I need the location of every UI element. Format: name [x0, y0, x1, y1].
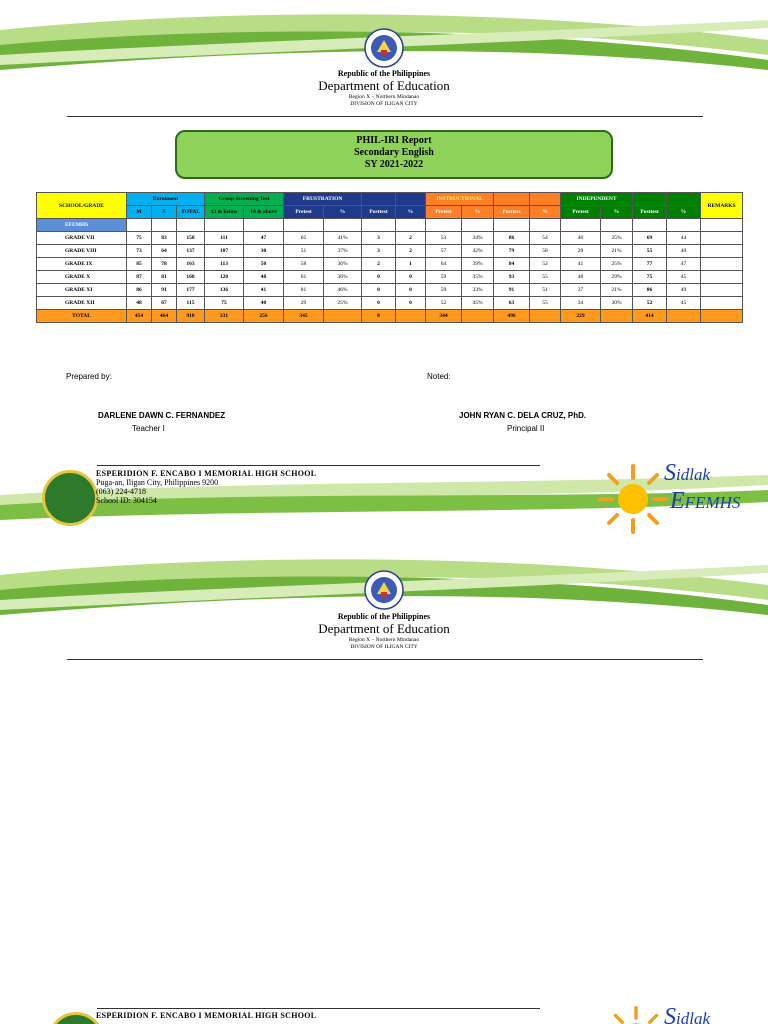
sidlak-s: S — [664, 460, 676, 486]
total-cell: 464 — [152, 310, 177, 323]
total-cell — [396, 310, 426, 323]
republic-text: Republic of the Philippines — [337, 69, 431, 78]
remarks-cell — [701, 271, 743, 284]
table-cell: 59 — [426, 271, 462, 284]
table-header-row-2 — [37, 206, 743, 219]
table-cell: 91 — [152, 284, 177, 297]
below-header: 13 & below — [205, 206, 244, 219]
f-header: F — [152, 206, 177, 219]
table-cell: 0 — [396, 284, 426, 297]
table-cell: 75 — [127, 232, 152, 245]
region-text: Region X – Northern Mindanao — [348, 94, 420, 100]
table-cell: 36% — [324, 258, 362, 271]
school-label: EFEMHS — [37, 219, 127, 232]
table-cell: 86 — [494, 232, 530, 245]
table-cell: 29% — [601, 271, 633, 284]
table-cell: 42% — [462, 245, 494, 258]
table-cell: 54 — [530, 232, 561, 245]
total-cell: 8 — [362, 310, 396, 323]
table-cell: 25% — [324, 297, 362, 310]
table-cell: 0 — [396, 271, 426, 284]
table-cell: 55 — [633, 245, 667, 258]
grade-label: GRADE XII — [37, 297, 127, 310]
total-cell: 229 — [561, 310, 601, 323]
table-cell: 25% — [601, 232, 633, 245]
table-row — [37, 284, 743, 297]
frus-post-pct-header: % — [396, 206, 426, 219]
table-cell: 61 — [284, 271, 324, 284]
table-cell: 57 — [426, 245, 462, 258]
table-cell: 47 — [244, 232, 284, 245]
table-row — [37, 271, 743, 284]
table-cell: 44 — [667, 232, 701, 245]
table-cell: 81 — [284, 284, 324, 297]
sun-icon — [598, 464, 668, 534]
instructional-spacer — [494, 193, 530, 206]
division-text: DIVISION OF ILIGAN CITY — [350, 101, 418, 107]
noted-label: Noted: — [427, 372, 451, 381]
report-title-box — [175, 130, 613, 179]
table-cell: 168 — [177, 271, 205, 284]
table-cell: 163 — [177, 258, 205, 271]
table-cell: 46% — [324, 284, 362, 297]
prepared-by-label: Prepared by: — [66, 372, 112, 381]
table-cell: 40 — [667, 245, 701, 258]
sun-icon-2 — [606, 1006, 666, 1024]
table-cell: 39% — [462, 258, 494, 271]
report-sy: SY 2021-2022 — [364, 159, 424, 170]
table-cell: 36% — [324, 271, 362, 284]
enrolment-header: Enrolment — [127, 193, 205, 206]
table-cell: 51 — [284, 245, 324, 258]
ind-posttest-header: Posttest — [633, 206, 667, 219]
table-cell: 78 — [152, 258, 177, 271]
table-cell: 1 — [396, 258, 426, 271]
table-cell: 30% — [601, 297, 633, 310]
table-cell: 79 — [494, 245, 530, 258]
table-cell: 86 — [633, 284, 667, 297]
sidlak-rest: idlak — [676, 465, 710, 484]
table-cell: 137 — [177, 245, 205, 258]
independent-spacer — [633, 193, 667, 206]
table-cell: 91 — [494, 284, 530, 297]
independent-spacer — [667, 193, 701, 206]
total-row — [37, 310, 743, 323]
deped-seal-icon — [364, 28, 404, 68]
school-id: School ID: 304154 — [96, 496, 157, 505]
above-header: 14 & above — [244, 206, 284, 219]
table-cell: 2 — [396, 245, 426, 258]
department-text-2: Department of Education — [318, 621, 450, 636]
table-cell: 83 — [152, 232, 177, 245]
table-cell: 47 — [667, 258, 701, 271]
inst-pretest-header: Pretest — [426, 206, 462, 219]
efemhs-brand — [670, 488, 740, 515]
total-cell — [530, 310, 561, 323]
school-address: Puga-an, Iligan City, Philippines 9200 — [96, 478, 219, 487]
table-cell: 64 — [152, 245, 177, 258]
table-cell: 0 — [362, 284, 396, 297]
table-cell: 93 — [494, 271, 530, 284]
grade-label: GRADE VII — [37, 232, 127, 245]
remarks-cell — [701, 258, 743, 271]
table-cell: 111 — [205, 232, 244, 245]
grade-label: GRADE X — [37, 271, 127, 284]
instructional-spacer — [530, 193, 561, 206]
school-row — [37, 219, 743, 232]
remarks-cell — [701, 297, 743, 310]
table-cell: 25% — [601, 258, 633, 271]
table-cell: 40 — [244, 297, 284, 310]
remarks-cell — [701, 232, 743, 245]
header-block — [0, 69, 768, 108]
phil-iri-table — [36, 192, 743, 323]
frus-posttest-header: Posttest — [362, 206, 396, 219]
instructional-header: INSTRUCTIONAL — [426, 193, 494, 206]
table-cell: 73 — [127, 245, 152, 258]
efemhs-rest: FEMHS — [684, 493, 741, 512]
school-phone: (063) 224-4718 — [96, 487, 146, 496]
table-cell: 29 — [561, 245, 601, 258]
preparer-title: Teacher I — [132, 424, 165, 433]
table-cell: 34 — [561, 297, 601, 310]
table-cell: 34% — [462, 232, 494, 245]
table-cell: 3 — [362, 232, 396, 245]
table-cell: 51 — [530, 284, 561, 297]
republic-text-2: Republic of the Philippines — [337, 612, 431, 621]
table-cell: 41 — [561, 258, 601, 271]
table-cell: 81 — [152, 271, 177, 284]
ind-post-pct-header: % — [667, 206, 701, 219]
table-cell: 37% — [324, 245, 362, 258]
table-cell: 2 — [396, 232, 426, 245]
table-cell: 21% — [601, 245, 633, 258]
total-cell — [667, 310, 701, 323]
table-cell: 77 — [633, 258, 667, 271]
table-cell: 85 — [127, 258, 152, 271]
ind-pretest-header: Pretest — [561, 206, 601, 219]
school-info-2 — [96, 1011, 316, 1020]
report-subject: Secondary English — [354, 147, 434, 158]
table-cell: 107 — [205, 245, 244, 258]
noter-name: JOHN RYAN C. DELA CRUZ, PhD. — [459, 411, 587, 420]
table-cell: 33% — [462, 284, 494, 297]
remarks-cell — [701, 245, 743, 258]
table-cell: 50 — [244, 258, 284, 271]
table-cell: 52 — [633, 297, 667, 310]
total-cell: 414 — [633, 310, 667, 323]
frustration-spacer — [362, 193, 396, 206]
header-block-2 — [0, 612, 768, 651]
independent-header: INDEPENDENT — [561, 193, 633, 206]
table-header-row-1 — [37, 193, 743, 206]
table-cell: 35% — [462, 271, 494, 284]
screening-header: Group Screening Test — [205, 193, 284, 206]
frustration-header: FRUSTRATION — [284, 193, 362, 206]
total-cell — [601, 310, 633, 323]
table-cell: 87 — [127, 271, 152, 284]
table-cell: 75 — [633, 271, 667, 284]
header-rule-2 — [67, 659, 703, 660]
table-row — [37, 297, 743, 310]
table-cell: 58 — [284, 258, 324, 271]
total-cell: 331 — [205, 310, 244, 323]
footer-rule — [97, 465, 540, 466]
table-cell: 58 — [530, 245, 561, 258]
total-label: TOTAL — [37, 310, 127, 323]
frus-pretest-header: Pretest — [284, 206, 324, 219]
school-logo-icon — [42, 470, 98, 526]
table-cell: 45 — [667, 297, 701, 310]
preparer-name: DARLENE DAWN C. FERNANDEZ — [98, 411, 226, 420]
table-cell: 69 — [633, 232, 667, 245]
total-cell: 344 — [426, 310, 462, 323]
table-cell: 40 — [561, 232, 601, 245]
footer-rule-2 — [97, 1008, 540, 1009]
noter-title: Principal II — [507, 424, 545, 433]
school-info — [96, 469, 316, 505]
report-title: PHIL-IRI Report — [356, 135, 432, 146]
remarks-header: REMARKS — [701, 193, 743, 219]
sidlak-brand — [664, 460, 710, 487]
table-cell: 55 — [530, 271, 561, 284]
inst-pct-header: % — [462, 206, 494, 219]
table-cell: 75 — [205, 297, 244, 310]
table-cell: 41 — [244, 284, 284, 297]
table-cell: 45 — [667, 271, 701, 284]
table-cell: 84 — [494, 258, 530, 271]
inst-post-pct-header: % — [530, 206, 561, 219]
table-cell: 63 — [494, 297, 530, 310]
table-cell: 3 — [362, 245, 396, 258]
header-rule — [67, 116, 703, 117]
table-cell: 48 — [561, 271, 601, 284]
table-cell: 41% — [324, 232, 362, 245]
table-row — [37, 245, 743, 258]
total-cell — [462, 310, 494, 323]
table-cell: 53 — [426, 232, 462, 245]
table-cell: 30 — [244, 245, 284, 258]
total-remarks-cell — [701, 310, 743, 323]
division-text-2: DIVISION OF ILIGAN CITY — [350, 644, 418, 650]
total-header: TOTAL — [177, 206, 205, 219]
table-cell: 67 — [152, 297, 177, 310]
table-cell: 48 — [127, 297, 152, 310]
remarks-cell — [701, 284, 743, 297]
table-cell: 59 — [426, 284, 462, 297]
table-cell: 52 — [530, 258, 561, 271]
frustration-spacer — [396, 193, 426, 206]
sidlak-s-2: S — [664, 1004, 676, 1024]
table-cell: 48 — [244, 271, 284, 284]
table-cell: 158 — [177, 232, 205, 245]
sidlak-brand-2 — [664, 1004, 710, 1024]
table-cell: 86 — [127, 284, 152, 297]
region-text-2: Region X – Northern Mindanao — [348, 637, 420, 643]
table-cell: 37 — [561, 284, 601, 297]
inst-posttest-header: Posttest — [494, 206, 530, 219]
table-cell: 64 — [426, 258, 462, 271]
m-header: M — [127, 206, 152, 219]
total-cell: 256 — [244, 310, 284, 323]
school-name: ESPERIDION F. ENCABO I MEMORIAL HIGH SCHOOL — [96, 469, 317, 478]
table-cell: 21% — [601, 284, 633, 297]
table-cell: 115 — [177, 297, 205, 310]
table-row — [37, 258, 743, 271]
table-cell: 49 — [667, 284, 701, 297]
table-cell: 45% — [462, 297, 494, 310]
grade-label: GRADE XI — [37, 284, 127, 297]
table-cell: 0 — [362, 271, 396, 284]
sidlak-rest-2: idlak — [676, 1009, 710, 1024]
table-cell: 0 — [362, 297, 396, 310]
total-cell: 496 — [494, 310, 530, 323]
total-cell: 918 — [177, 310, 205, 323]
total-cell: 454 — [127, 310, 152, 323]
table-cell: 0 — [396, 297, 426, 310]
efemhs-e: E — [670, 488, 685, 514]
table-cell: 177 — [177, 284, 205, 297]
table-cell: 55 — [530, 297, 561, 310]
total-cell: 345 — [284, 310, 324, 323]
table-cell: 136 — [205, 284, 244, 297]
deped-seal-icon-2 — [364, 570, 404, 610]
table-cell: 113 — [205, 258, 244, 271]
table-cell: 2 — [362, 258, 396, 271]
table-cell: 65 — [284, 232, 324, 245]
school-name-2: ESPERIDION F. ENCABO I MEMORIAL HIGH SCHOOL — [96, 1011, 317, 1020]
grade-label: GRADE VIII — [37, 245, 127, 258]
frus-pct-header: % — [324, 206, 362, 219]
school-grade-header: SCHOOL/GRADE — [37, 193, 127, 219]
department-text: Department of Education — [318, 78, 450, 93]
table-cell: 120 — [205, 271, 244, 284]
ind-pct-header: % — [601, 206, 633, 219]
grade-label: GRADE IX — [37, 258, 127, 271]
table-cell: 29 — [284, 297, 324, 310]
table-row — [37, 232, 743, 245]
total-cell — [324, 310, 362, 323]
table-cell: 52 — [426, 297, 462, 310]
